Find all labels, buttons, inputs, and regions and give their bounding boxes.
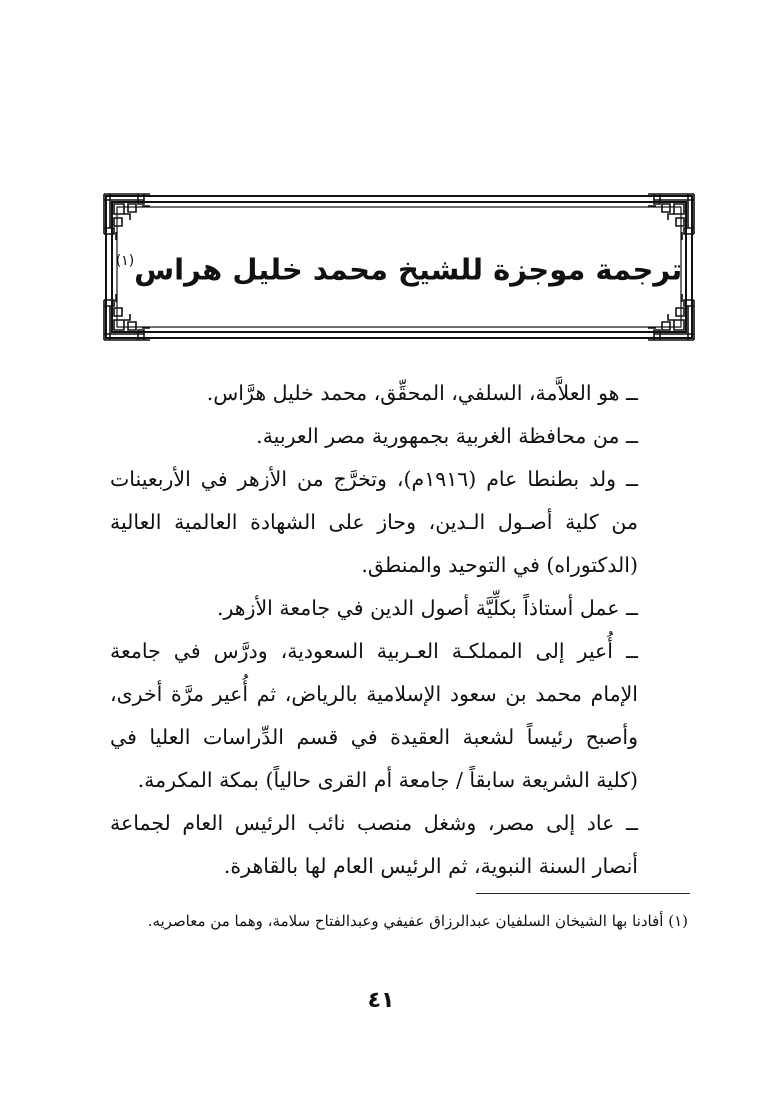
title-text: ترجمة موجزة للشيخ محمد خليل هراس	[134, 252, 683, 287]
paragraph-6: ــ عاد إلى مصر، وشغل منصب نائب الرئيس العام لجماعة أنصار السنة النبوية، ثم الرئيس العام لها بالقاهرة.	[110, 811, 638, 878]
paragraph-2: ــ من محافظة الغربية بجمهورية مصر العربية.	[256, 424, 638, 448]
title-frame	[102, 192, 696, 342]
biography-text	[110, 372, 638, 888]
footnote-marker: (١)	[115, 253, 135, 269]
paragraph-5: ــ أُعير إلى المملكـة العـربية السعودية، ودرَّس في جامعة الإمام محمد بن سعود الإسلامية بالرياض، ثم أُعير مرَّة أخرى، وأصبح رئيساً لشعبة العقيدة في قسم الدِّراسات العليا في (كلية الشريعة سابقاً / جامعة أم القرى حالياً) بمكة المكرمة.	[110, 639, 638, 792]
page-number: ٤١	[367, 988, 395, 1013]
paragraph-3: ــ ولد بطنطا عام (١٩١٦م)، وتخرَّج من الأزهر في الأربعينات من كلية أصـول الـدين، وحاز على الشهادة العالمية العالية (الدكتوراه) في التوحيد والمنطق.	[110, 467, 638, 577]
footnote-divider	[476, 893, 690, 894]
paragraph-4: ــ عمل أستاذاً بكلِّيَّة أصول الدين في جامعة الأزهر.	[216, 596, 638, 620]
footnote: (١) أفادنا بها الشيخان السلفيان عبدالرزاق عفيفي وعبدالفتاح سلامة، وهما من معاصريه.	[147, 912, 688, 930]
paragraph-1: ــ هو العلاَّمة، السلفي، المحقِّق، محمد خليل هرَّاس.	[206, 381, 638, 405]
page-title	[102, 240, 696, 295]
